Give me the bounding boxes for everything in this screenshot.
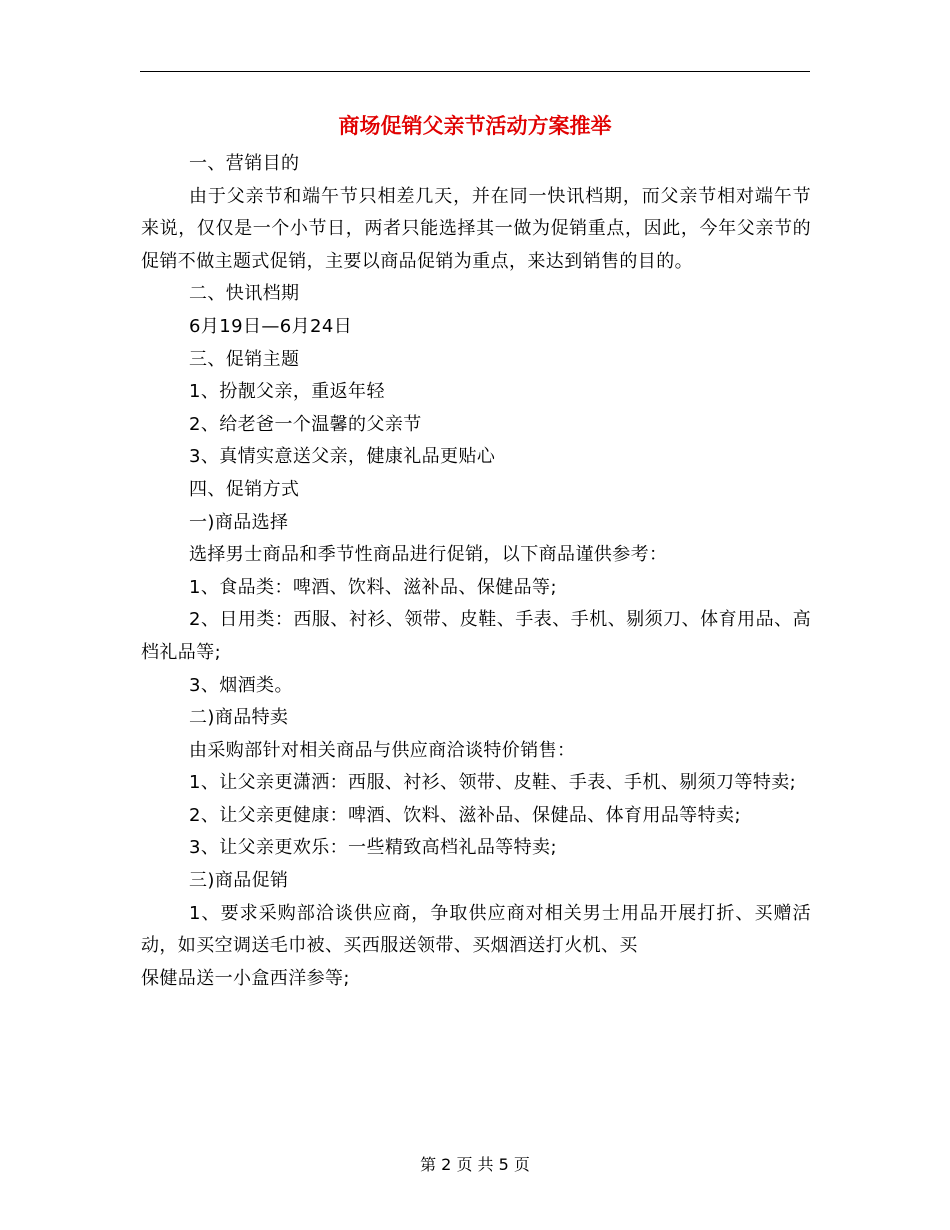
- paragraph: 一、营销目的: [189, 153, 300, 174]
- paragraph: 选择男士商品和季节性商品进行促销，以下商品谨供参考：: [189, 544, 668, 566]
- paragraph: 四、促销方式: [189, 478, 300, 500]
- paragraph: 3、烟酒类。: [189, 674, 293, 696]
- paragraph: 2、日用类：西服、衬衫、领带、皮鞋、手表、手机、剔须刀、体育用品、高档礼品等;: [141, 609, 811, 663]
- paragraph: 二、快讯档期: [189, 283, 300, 305]
- page-number: 第 2 页 共 5 页: [420, 1155, 530, 1174]
- paragraph: 一)商品选择: [189, 511, 289, 533]
- paragraph: 由于父亲节和端午节只相差几天，并在同一快讯档期，而父亲节相对端午节来说，仅仅是一个小节日，两者只能选择其一做为促销重点，因此，今年父亲节的促销不做主题式促销，主要以商品促销为重点，来达到销售的目的。: [141, 185, 811, 272]
- paragraph: 2、给老爸一个温馨的父亲节: [189, 413, 422, 435]
- paragraph: 6月19日—6月24日: [189, 315, 353, 337]
- paragraph: 三、促销主题: [189, 348, 300, 370]
- paragraph: 三)商品促销: [189, 870, 289, 892]
- paragraph: 1、食品类：啤酒、饮料、滋补品、保健品等;: [189, 576, 557, 598]
- paragraph: 1、扮靓父亲，重返年轻: [189, 381, 385, 403]
- paragraph: 2、让父亲更健康：啤酒、饮料、滋补品、保健品、体育用品等特卖;: [189, 804, 741, 826]
- paragraph: 1、让父亲更潇洒：西服、衬衫、领带、皮鞋、手表、手机、剔须刀等特卖;: [189, 772, 797, 794]
- paragraph: 3、让父亲更欢乐：一些精致高档礼品等特卖;: [189, 837, 557, 859]
- document-body: [141, 148, 811, 995]
- paragraph: 3、真情实意送父亲，健康礼品更贴心: [189, 446, 496, 468]
- paragraph: 二)商品特卖: [189, 707, 289, 729]
- paragraph: 保健品送一小盒西洋参等;: [141, 967, 350, 989]
- paragraph: 由采购部针对相关商品与供应商洽谈特价销售：: [189, 739, 576, 761]
- paragraph: 1、要求采购部洽谈供应商，争取供应商对相关男士用品开展打折、买赠活动，如买空调送毛巾被、买西服送领带、买烟酒送打火机、买: [141, 902, 811, 957]
- header-rule: [140, 71, 810, 72]
- document-title: 商场促销父亲节活动方案推举: [338, 114, 612, 138]
